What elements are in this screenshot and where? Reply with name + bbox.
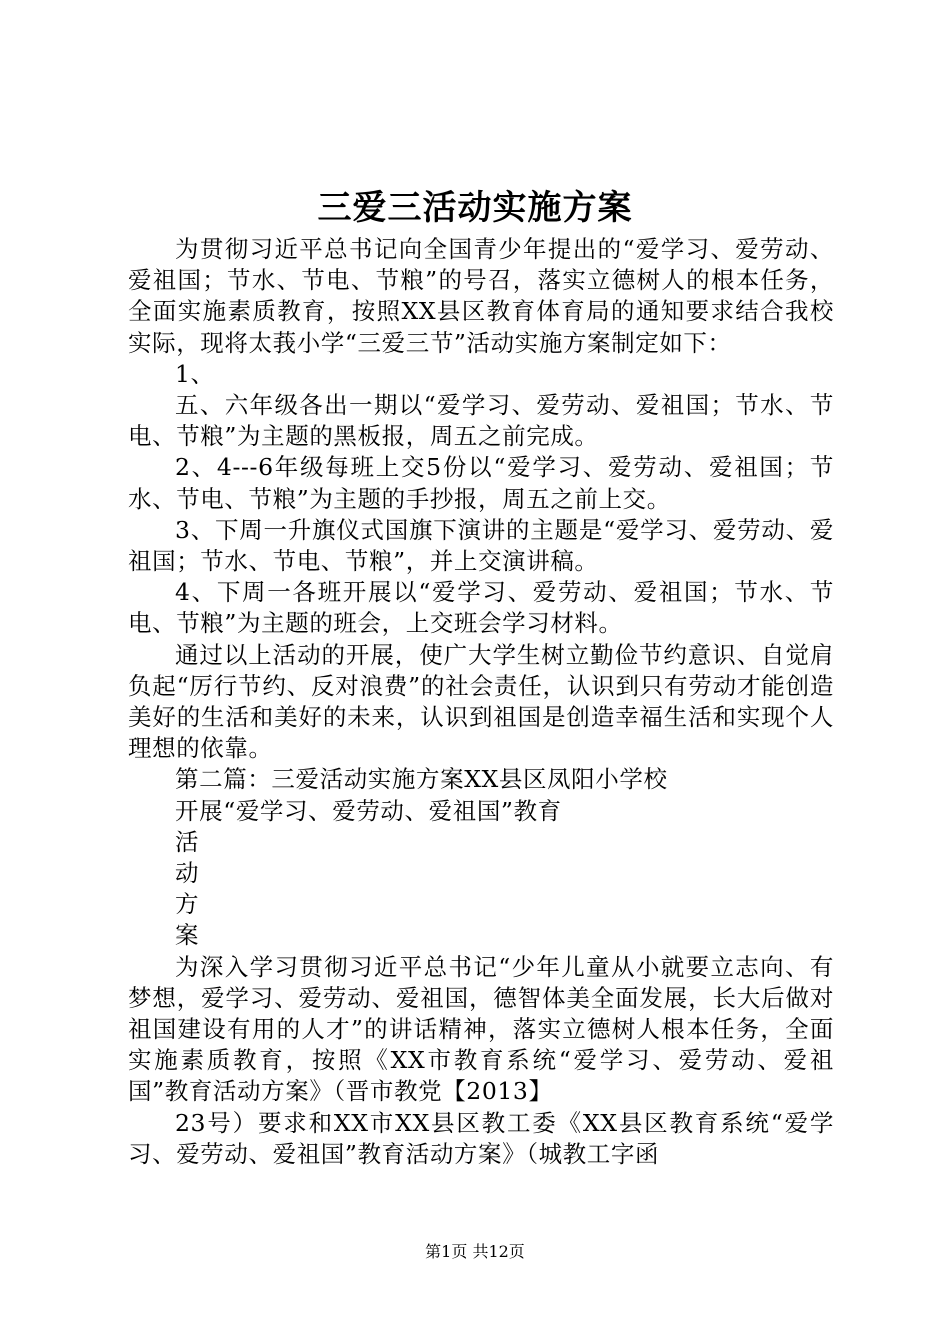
paragraph-item-4: 4、下周一各班开展以“爱学习、爱劳动、爱祖国；节水、节电、节粮”为主题的班会，上交班会学习材料。 [128, 578, 834, 638]
page-number-footer: 第1页 共12页 [425, 1242, 525, 1261]
vertical-char-2: 动 [175, 859, 200, 888]
paragraph-part-two-intro: 为深入学习贯彻习近平总书记“少年儿童从小就要立志向、有梦想，爱学习、爱劳动、爱祖国，德智体美全面发展，长大后做对祖国建设有用的人才”的讲话精神，落实立德树人根本任务，全面实施素质教育，按照《XX市教育系统“爱学习、爱劳动、爱祖国”教育活动方案》（晋市教党【2013】 [128, 952, 834, 1106]
vertical-char-1: 活 [175, 827, 200, 856]
paragraph-part-two-continued: 23号）要求和XX市XX县区教工委《XX县区教育系统“爱学习、爱劳动、爱祖国”教育活动方案》（城教工字函 [128, 1108, 834, 1168]
document-title: 三爱三活动实施方案 [317, 188, 633, 228]
paragraph-item-1: 五、六年级各出一期以“爱学习、爱劳动、爱祖国；节水、节电、节粮”为主题的黑板报，周五之前完成。 [128, 391, 834, 451]
document-body [128, 234, 834, 1170]
paragraph-intro: 为贯彻习近平总书记向全国青少年提出的“爱学习、爱劳动、爱祖国；节水、节电、节粮”的号召，落实立德树人的根本任务，全面实施素质教育，按照XX县区教育体育局的通知要求结合我校实际，现将太莪小学“三爱三节”活动实施方案制定如下： [128, 235, 834, 357]
paragraph-item-2: 2、4---6年级每班上交5份以“爱学习、爱劳动、爱祖国；节水、节电、节粮”为主题的手抄报，周五之前上交。 [128, 453, 834, 513]
paragraph-item-3: 3、下周一升旗仪式国旗下演讲的主题是“爱学习、爱劳动、爱祖国；节水、节电、节粮”，并上交演讲稿。 [128, 515, 834, 576]
section-subheading: 开展“爱学习、爱劳动、爱祖国”教育 [175, 796, 562, 825]
section-heading-part-two: 第二篇：三爱活动实施方案XX县区凤阳小学校 [175, 765, 668, 794]
vertical-char-4: 案 [175, 921, 200, 950]
paragraph-conclusion: 通过以上活动的开展，使广大学生树立勤俭节约意识、自觉肩负起“厉行节约、反对浪费”的社会责任，认识到只有劳动才能创造美好的生活和美好的未来，认识到祖国是创造幸福生活和实现个人理想的依靠。 [128, 640, 834, 763]
vertical-char-3: 方 [175, 890, 200, 919]
paragraph-item-1-number: 1、 [175, 359, 215, 388]
